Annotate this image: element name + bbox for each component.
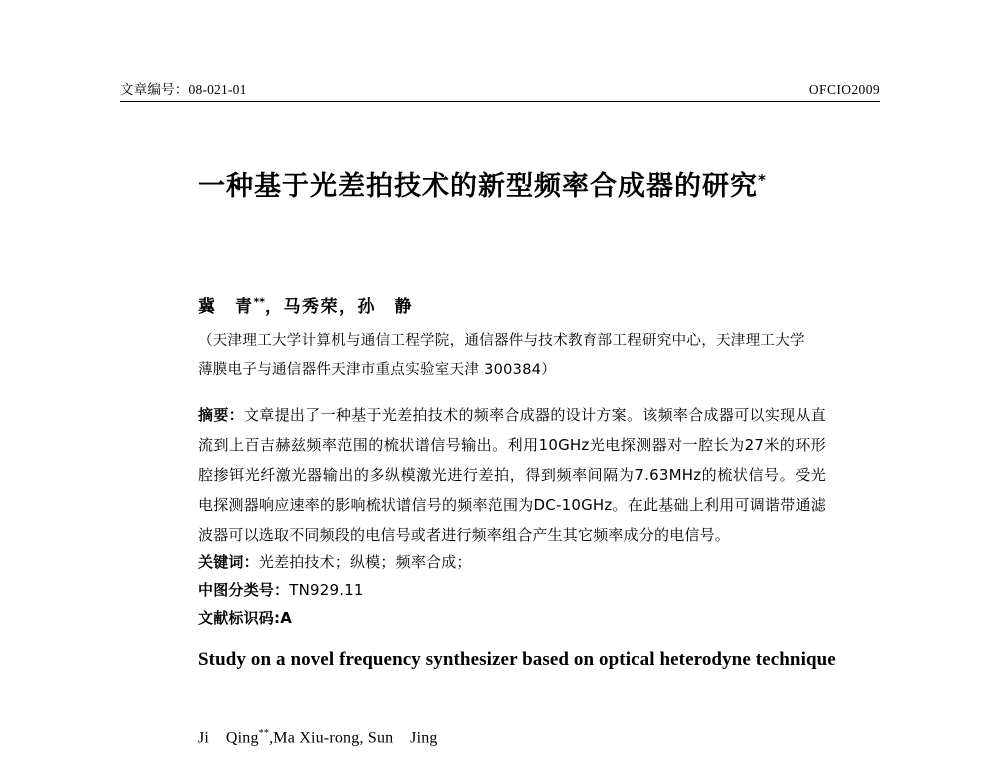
page-title [198,158,808,209]
english-title: Study on a novel frequency synthesizer based on optical heterodyne technique [198,649,836,670]
conference-name: OFCIO2009 [808,82,880,97]
author-primary: 冀 青 [198,297,254,317]
keywords-label: 关键词： [198,553,259,571]
doccode-label: 文献标识码: [198,609,281,627]
doccode-line [198,604,826,632]
clc-label: 中图分类号： [198,581,290,599]
english-author-primary: Ji Qing [198,729,259,747]
abstract-label: 摘要： [198,406,244,424]
title-text: 一种基于光差拍技术的新型频率合成器的研究 [198,171,758,202]
english-author-footnote-marker: ** [258,728,270,739]
keywords-value: 光差拍技术；纵模；频率合成； [258,553,472,571]
title-footnote-marker: * [758,171,767,189]
keywords-line [198,548,826,576]
english-author-rest: ,Ma Xiu-rong, Sun Jing [269,729,438,747]
doccode-value: A [280,609,293,627]
author-list [198,292,808,317]
author-affiliation: （天津理工大学计算机与通信工程学院，通信器件与技术教育部工程研究中心，天津理工大学薄膜电子与通信器件天津市重点实验室天津 300384） [198,333,805,378]
author-rest: ，马秀荣，孙 静 [265,297,414,317]
author-footnote-marker: ** [253,295,266,309]
metadata-block [198,548,826,632]
clc-value: TN929.11 [289,581,364,599]
abstract-block [198,400,826,550]
header-divider [120,101,880,102]
article-number: 文章编号：08-021-01 [120,82,247,97]
english-author-list [198,728,838,747]
paper-content [120,0,880,760]
running-head [120,78,880,98]
clc-line [198,576,826,604]
abstract-text: 文章提出了一种基于光差拍技术的频率合成器的设计方案。该频率合成器可以实现从直流到上百吉赫兹频率范围的梳状谱信号输出。利用10GHz光电探测器对一腔长为27米的环形腔掺铒光纤激光器输出的多纵模激光进行差拍，得到频率间隔为7.63MHz的梳状信号。受光电探测器响应速率的影响梳状谱信号的频率范围为DC-10GHz。在此基础上利用可调谐带通滤波器可以选取不同频段的电信号或者进行频率组合产生其它频率成分的电信号。 [198,406,826,544]
